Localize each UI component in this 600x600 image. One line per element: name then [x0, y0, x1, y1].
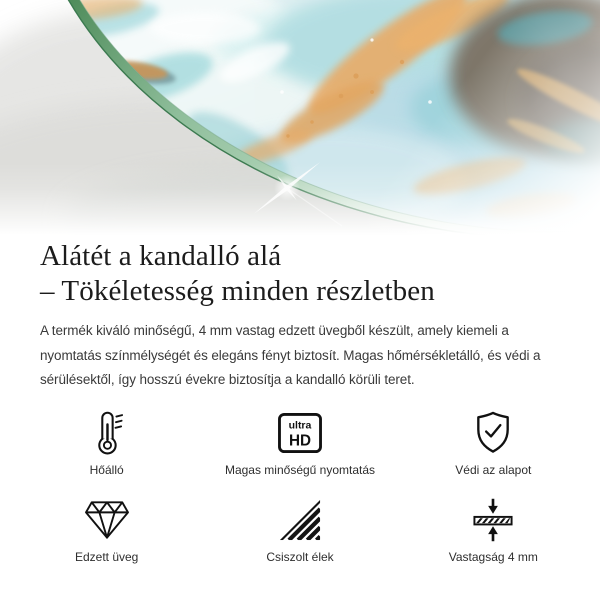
page-title [40, 235, 560, 309]
page-title-line2: – Tökéletesség minden részletben [40, 275, 435, 307]
polished-edges-icon [278, 497, 322, 543]
product-description: A termék kiváló minőségű, 4 mm vastag edzett üvegből készült, amely kiemeli a nyomtatás színmélységét és elegáns fényt biztosít. Magas hőmérsékletálló, és védi a sérülésektől, így hosszú évekre biztosítja a kandalló körüli teret. [40, 323, 541, 387]
feature-label: Vastagság 4 mm [448, 549, 538, 564]
feature-grid [10, 410, 590, 565]
feature-label: Csiszolt élek [266, 549, 334, 564]
feature-label: Hőálló [89, 462, 124, 477]
product-hero-image [0, 0, 600, 235]
feature-label: Magas minőségű nyomtatás [224, 462, 376, 477]
feature-high-quality-print [203, 410, 396, 478]
product-info-section [0, 235, 600, 565]
product-photo [0, 0, 600, 235]
feature-label: Védi az alapot [455, 462, 532, 477]
ultra-hd-icon [277, 410, 323, 456]
thickness-icon [470, 497, 516, 543]
feature-tempered-glass [10, 497, 203, 565]
feature-protects-base [397, 410, 590, 478]
ultra-hd-icon-text-bottom: HD [288, 431, 312, 449]
shield-check-icon [473, 410, 513, 456]
feature-label: Edzett üveg [74, 549, 139, 564]
feature-heat-resistant [10, 410, 203, 478]
feature-thickness [397, 497, 590, 565]
diamond-icon [83, 497, 131, 543]
ultra-hd-icon-text-top: ultra [288, 419, 312, 432]
feature-polished-edges [203, 497, 396, 565]
page-title-line1: Alátét a kandalló alá [40, 240, 282, 272]
thermometer-icon [91, 410, 123, 456]
